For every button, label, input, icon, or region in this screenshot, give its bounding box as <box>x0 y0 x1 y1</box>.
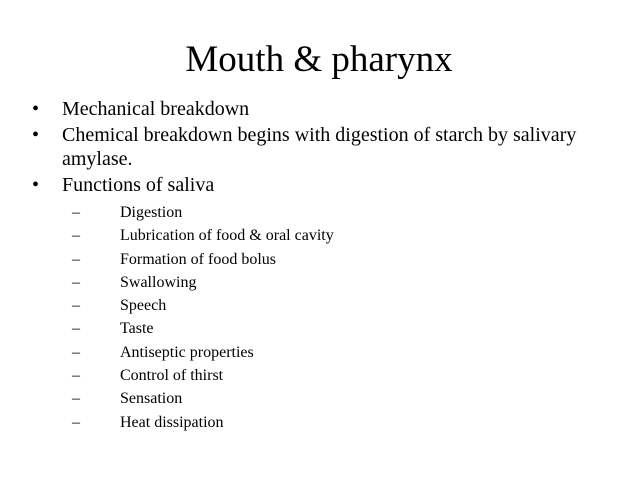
bullet-text: Chemical breakdown begins with digestion of starch by salivary amylase. <box>62 124 577 170</box>
sub-list <box>62 201 622 434</box>
bullet-text: Mechanical breakdown <box>62 98 250 120</box>
sub-item <box>62 248 622 271</box>
sub-marker: – <box>72 413 80 431</box>
bullet-item <box>32 97 622 121</box>
bullet-marker: • <box>32 98 40 120</box>
sub-text: Antiseptic properties <box>120 343 254 361</box>
sub-text: Swallowing <box>120 273 197 291</box>
sub-marker: – <box>72 367 80 385</box>
sub-item <box>62 411 622 434</box>
sub-item <box>62 201 622 224</box>
bullet-marker: • <box>32 174 40 196</box>
sub-item <box>62 224 622 247</box>
sub-item <box>62 317 622 340</box>
sub-marker: – <box>72 343 80 361</box>
sub-text: Formation of food bolus <box>120 250 276 268</box>
sub-item <box>62 294 622 317</box>
sub-text: Sensation <box>120 390 183 408</box>
bullet-text: Functions of saliva <box>62 174 215 196</box>
sub-text: Digestion <box>120 204 183 221</box>
sub-marker: – <box>72 320 80 338</box>
sub-marker: – <box>72 204 80 221</box>
sub-marker: – <box>72 273 80 291</box>
sub-marker: – <box>72 297 80 315</box>
sub-text: Speech <box>120 297 167 315</box>
bullet-list <box>32 97 622 434</box>
sub-text: Taste <box>120 320 154 338</box>
slide-title: Mouth & pharynx <box>185 39 453 80</box>
sub-text: Lubrication of food & oral cavity <box>120 227 334 245</box>
bullet-marker: • <box>32 124 40 146</box>
sub-marker: – <box>72 390 80 408</box>
sub-item <box>62 341 622 364</box>
sub-item <box>62 364 622 387</box>
sub-marker: – <box>72 227 80 245</box>
bullet-item <box>32 123 622 171</box>
sub-text: Control of thirst <box>120 367 224 385</box>
sub-text: Heat dissipation <box>120 413 224 431</box>
sub-item <box>62 271 622 294</box>
sub-item <box>62 387 622 410</box>
bullet-item <box>32 173 622 434</box>
sub-marker: – <box>72 250 80 268</box>
